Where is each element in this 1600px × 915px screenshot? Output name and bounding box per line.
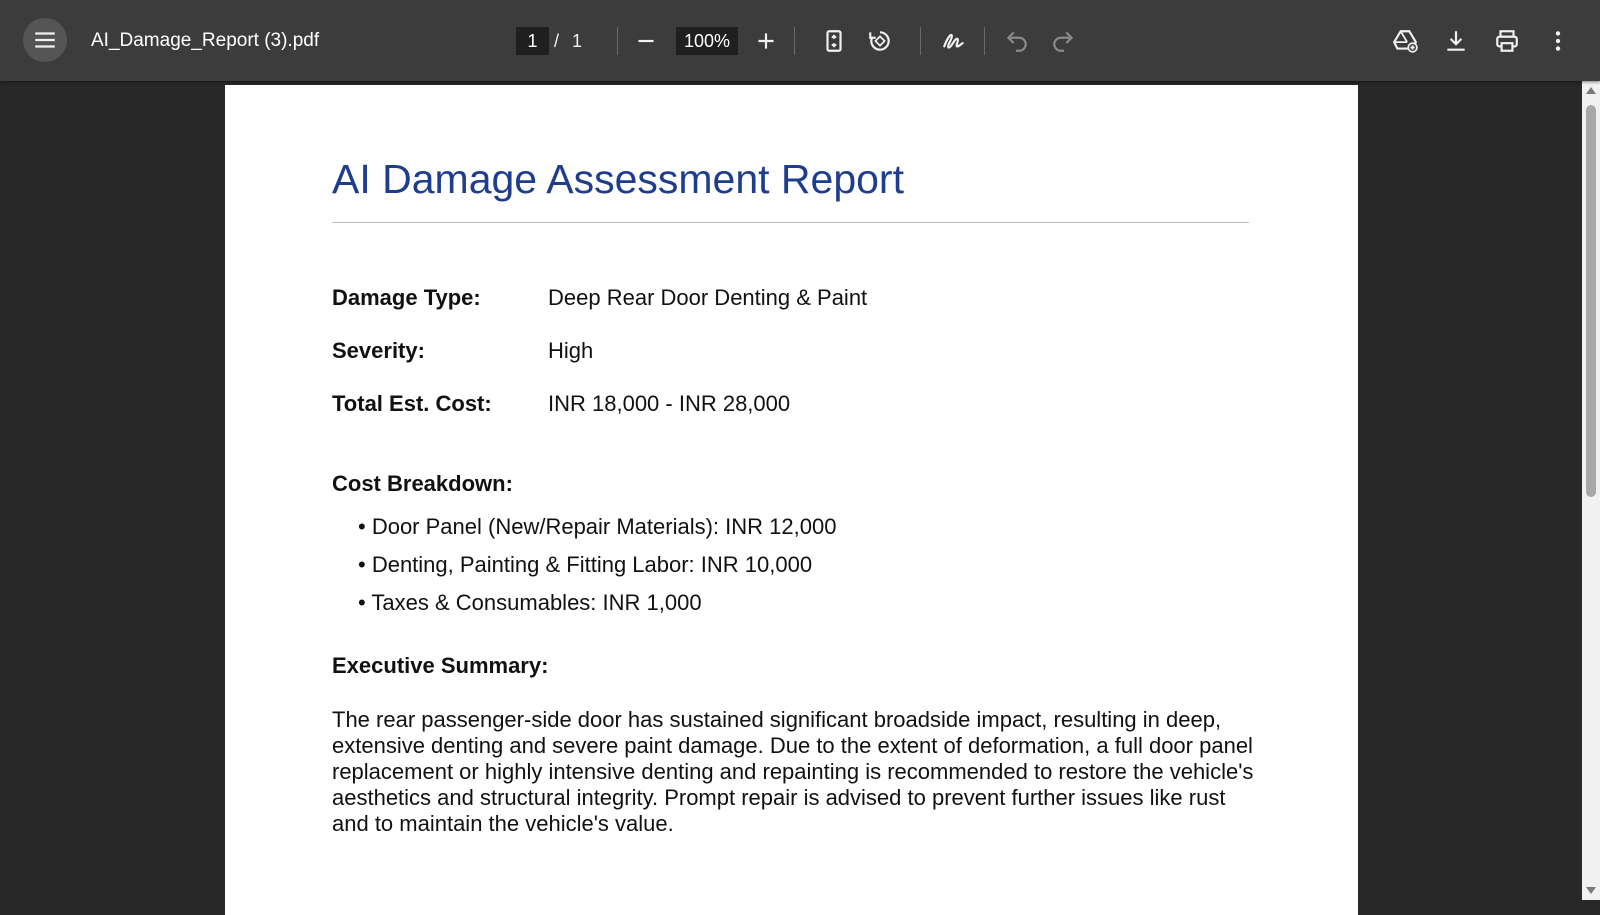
more-options-button[interactable] [1542,25,1574,57]
page-separator: / [554,31,560,51]
title-divider [332,222,1249,223]
page-total: 1 [572,31,583,51]
zoom-in-icon [753,28,779,54]
fit-page-icon [821,28,847,54]
fit-page-button[interactable] [820,27,848,55]
scroll-up-arrow-icon[interactable] [1586,87,1596,94]
zoom-out-button[interactable] [632,27,660,55]
redo-button[interactable] [1049,27,1077,55]
damage-type-value: Deep Rear Door Denting & Paint [548,285,868,310]
menu-icon [32,27,58,53]
draw-icon [941,28,967,54]
scroll-thumb[interactable] [1586,105,1596,497]
download-icon [1443,28,1469,54]
executive-summary-heading: Executive Summary: [332,653,549,678]
scroll-down-arrow-icon[interactable] [1586,887,1596,894]
undo-icon [1004,28,1030,54]
rotate-button[interactable] [866,27,894,55]
page-number-input[interactable]: 1 [516,27,549,55]
pdf-page [225,85,1358,915]
cost-breakdown-heading: Cost Breakdown: [332,471,513,496]
drive-add-icon [1392,28,1418,54]
print-icon [1494,28,1520,54]
severity-value: High [548,338,594,363]
more-vert-icon [1545,28,1571,54]
severity-label: Severity: [332,338,425,363]
add-to-drive-button[interactable] [1389,25,1421,57]
menu-button[interactable] [23,18,67,62]
executive-summary-text: The rear passenger-side door has sustained significant broadside impact, resulting in deep, extensive denting and severe paint damage. Due to the extent of deformation, a full door panel replacement or highly intensive denting and repainting is recommended to restore the vehicle's aesthetics and structural integrity. Prompt repair is advised to prevent further issues like rust and to maintain the vehicle's value. [332,707,1254,836]
total-cost-label: Total Est. Cost: [332,391,492,416]
toolbar-divider [794,27,795,55]
undo-button[interactable] [1003,27,1031,55]
print-button[interactable] [1491,25,1523,57]
cost-breakdown-item: • Denting, Painting & Fitting Labor: INR 10,000 [358,552,813,577]
zoom-in-button[interactable] [752,27,780,55]
zoom-input[interactable]: 100% [676,27,738,55]
total-cost-value: INR 18,000 - INR 28,000 [548,391,791,416]
toolbar-divider [617,27,618,55]
cost-breakdown-item: • Taxes & Consumables: INR 1,000 [358,590,702,615]
vertical-scrollbar[interactable] [1582,81,1600,900]
toolbar-divider [920,27,921,55]
rotate-icon [867,28,893,54]
file-name: AI_Damage_Report (3).pdf [91,30,320,51]
zoom-out-icon [633,28,659,54]
pdf-toolbar [0,0,1600,81]
damage-type-label: Damage Type: [332,285,481,310]
toolbar-divider [984,27,985,55]
draw-button[interactable] [940,27,968,55]
report-title: AI Damage Assessment Report [332,156,904,202]
pdf-viewer [0,81,1600,900]
cost-breakdown-item: • Door Panel (New/Repair Materials): INR 12,000 [358,514,837,539]
download-button[interactable] [1440,25,1472,57]
redo-icon [1050,28,1076,54]
